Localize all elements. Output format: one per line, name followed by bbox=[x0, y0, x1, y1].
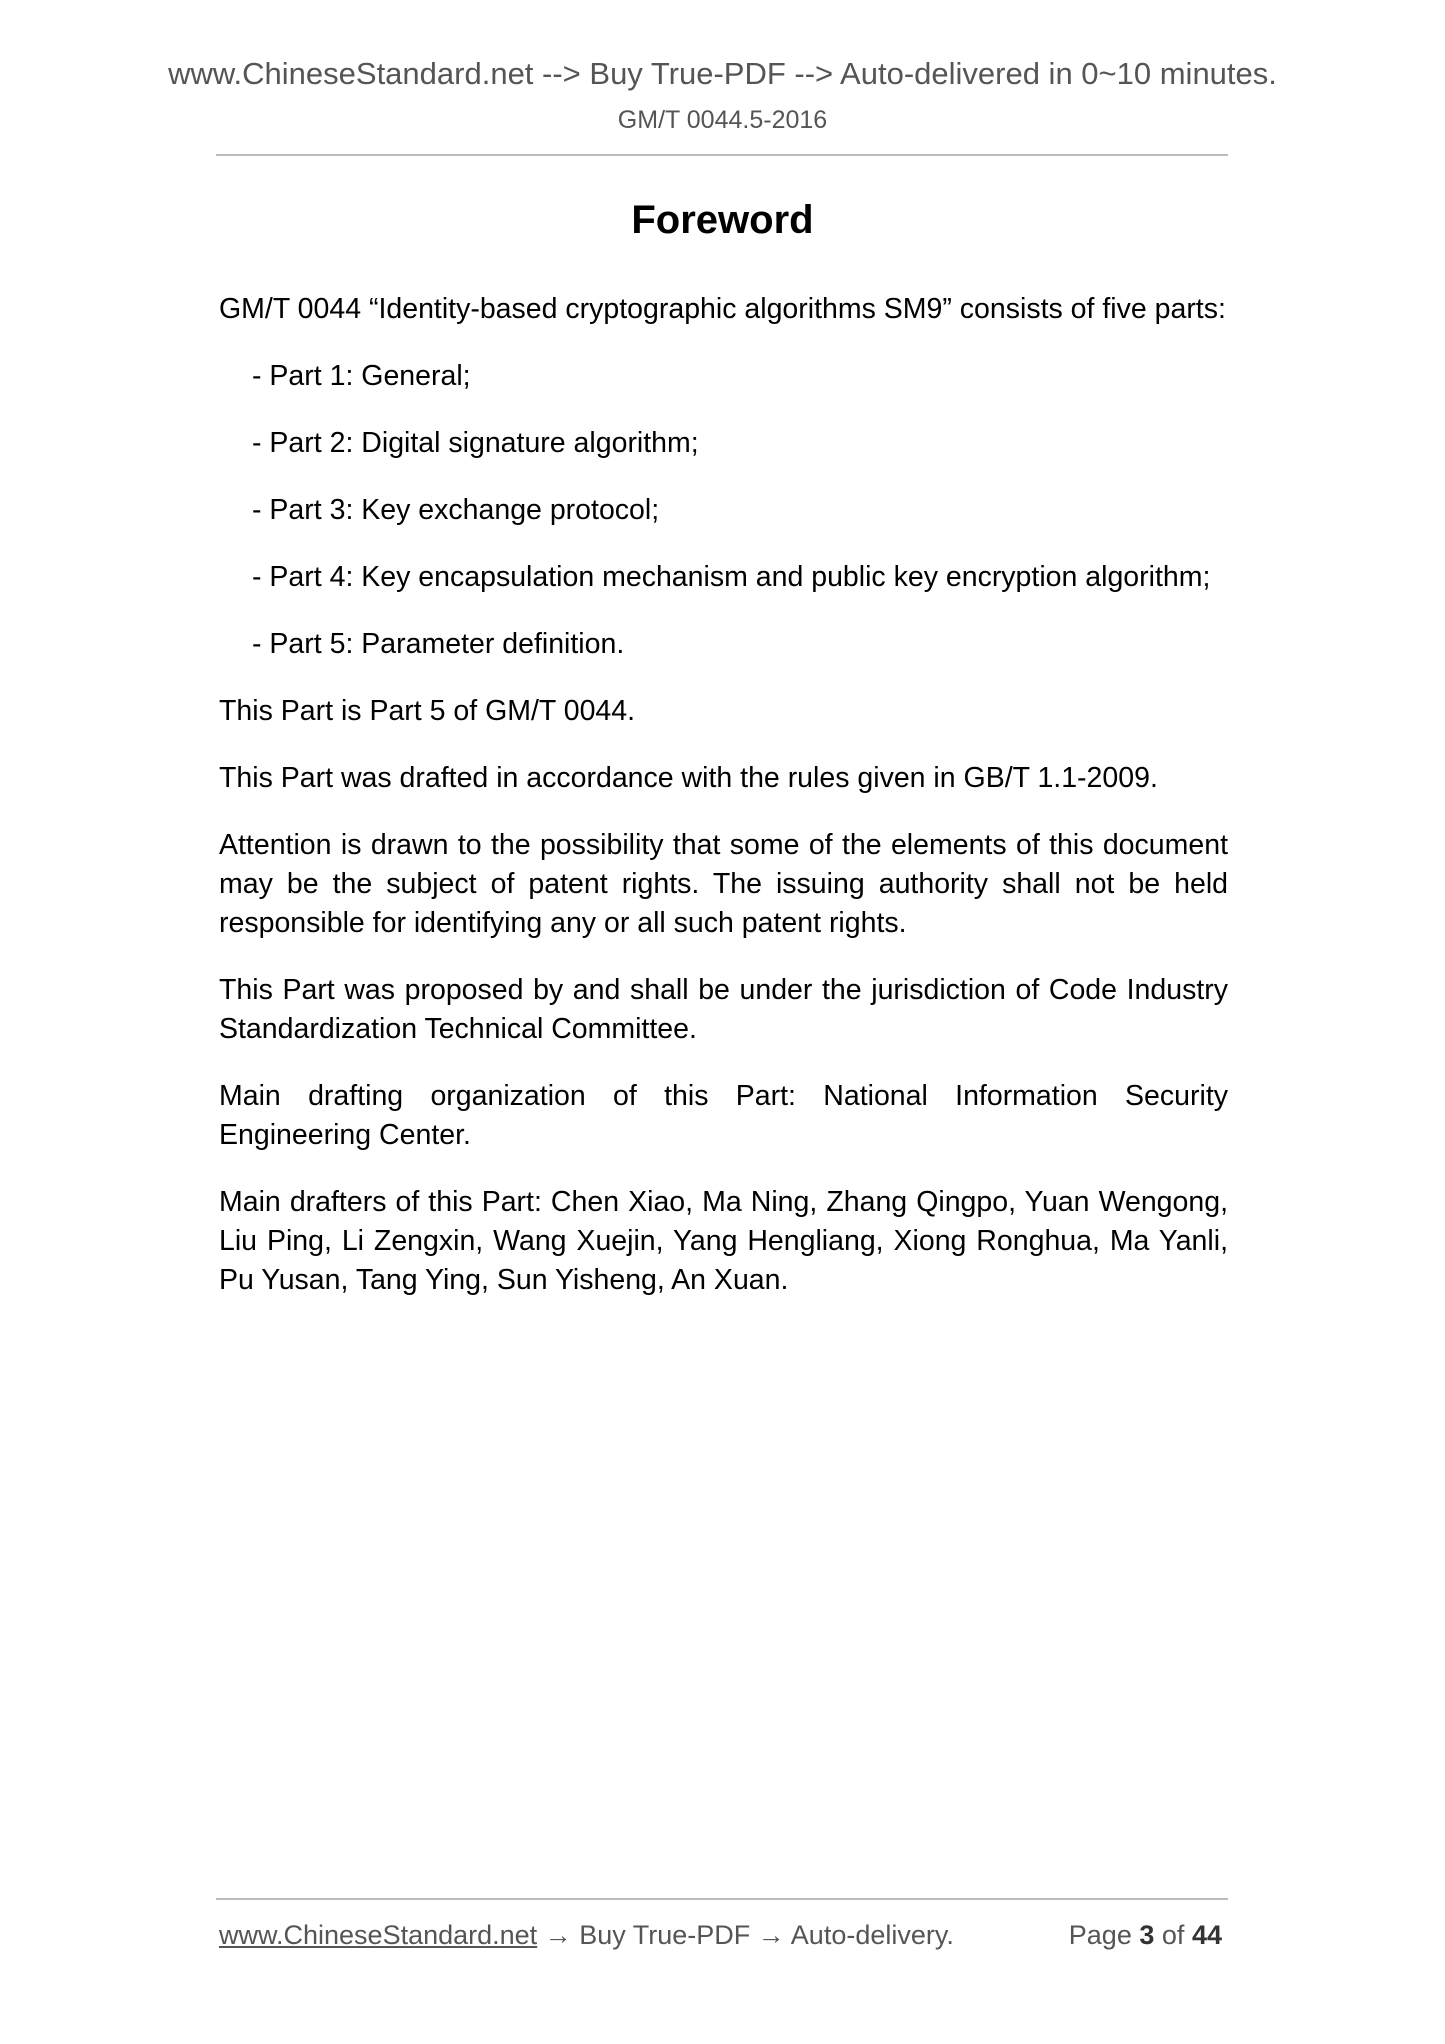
footer-promo bbox=[219, 1919, 954, 1951]
arrow-right-icon: → bbox=[757, 1920, 785, 1950]
page-of-label: of bbox=[1161, 1920, 1185, 1950]
list-item-part-3: - Part 3: Key exchange protocol; bbox=[252, 494, 660, 526]
footer-divider bbox=[216, 1898, 1228, 1900]
paragraph-jurisdiction: This Part was proposed by and shall be under the jurisdiction of Code Industry Standardization Technical Committee. bbox=[219, 974, 1228, 1045]
document-body bbox=[219, 290, 1228, 1328]
list-item-part-4: - Part 4: Key encapsulation mechanism and public key encryption algorithm; bbox=[252, 561, 1211, 593]
page-total: 44 bbox=[1191, 1920, 1222, 1950]
footer-site-link[interactable]: www.ChineseStandard.net bbox=[219, 1920, 538, 1950]
intro-paragraph: GM/T 0044 “Identity-based cryptographic algorithms SM9” consists of five parts: bbox=[219, 293, 1226, 325]
page-current: 3 bbox=[1139, 1920, 1155, 1950]
paragraph-drafters: Main drafters of this Part: Chen Xiao, Ma Ning, Zhang Qingpo, Yuan Wengong, Liu Ping, Li Zengxin, Wang Xuejin, Yang Hengliang, Xiong Ronghua, Ma Yanli, Pu Yusan, Tang Ying, Sun Yisheng, An Xuan. bbox=[219, 1186, 1228, 1296]
list-item-part-1: - Part 1: General; bbox=[252, 360, 471, 392]
page-label: Page bbox=[1068, 1920, 1132, 1950]
standard-code: GM/T 0044.5-2016 bbox=[617, 106, 828, 134]
paragraph-patent-notice: Attention is drawn to the possibility that some of the elements of this document may be the subject of patent rights. The issuing authority shall not be held responsible for identifying any or all such patent rights. bbox=[219, 829, 1228, 939]
list-item-part-5: - Part 5: Parameter definition. bbox=[252, 628, 625, 660]
arrow-right-icon: → bbox=[544, 1920, 572, 1950]
paragraph-part-statement: This Part is Part 5 of GM/T 0044. bbox=[219, 695, 636, 727]
list-item-part-2: - Part 2: Digital signature algorithm; bbox=[252, 427, 699, 459]
header-divider bbox=[216, 154, 1228, 156]
footer-delivery-text: Auto-delivery. bbox=[790, 1920, 954, 1950]
page-title: Foreword bbox=[631, 198, 814, 242]
paragraph-drafting-organization: Main drafting organization of this Part: National Information Security Engineering Center. bbox=[219, 1080, 1228, 1151]
paragraph-drafting-rules: This Part was drafted in accordance with the rules given in GB/T 1.1-2009. bbox=[219, 762, 1158, 794]
footer-buy-text: Buy True-PDF bbox=[579, 1920, 751, 1950]
top-banner: www.ChineseStandard.net --> Buy True-PDF --> Auto-delivered in 0~10 minutes. bbox=[168, 56, 1277, 91]
page-number bbox=[1069, 1919, 1222, 1951]
